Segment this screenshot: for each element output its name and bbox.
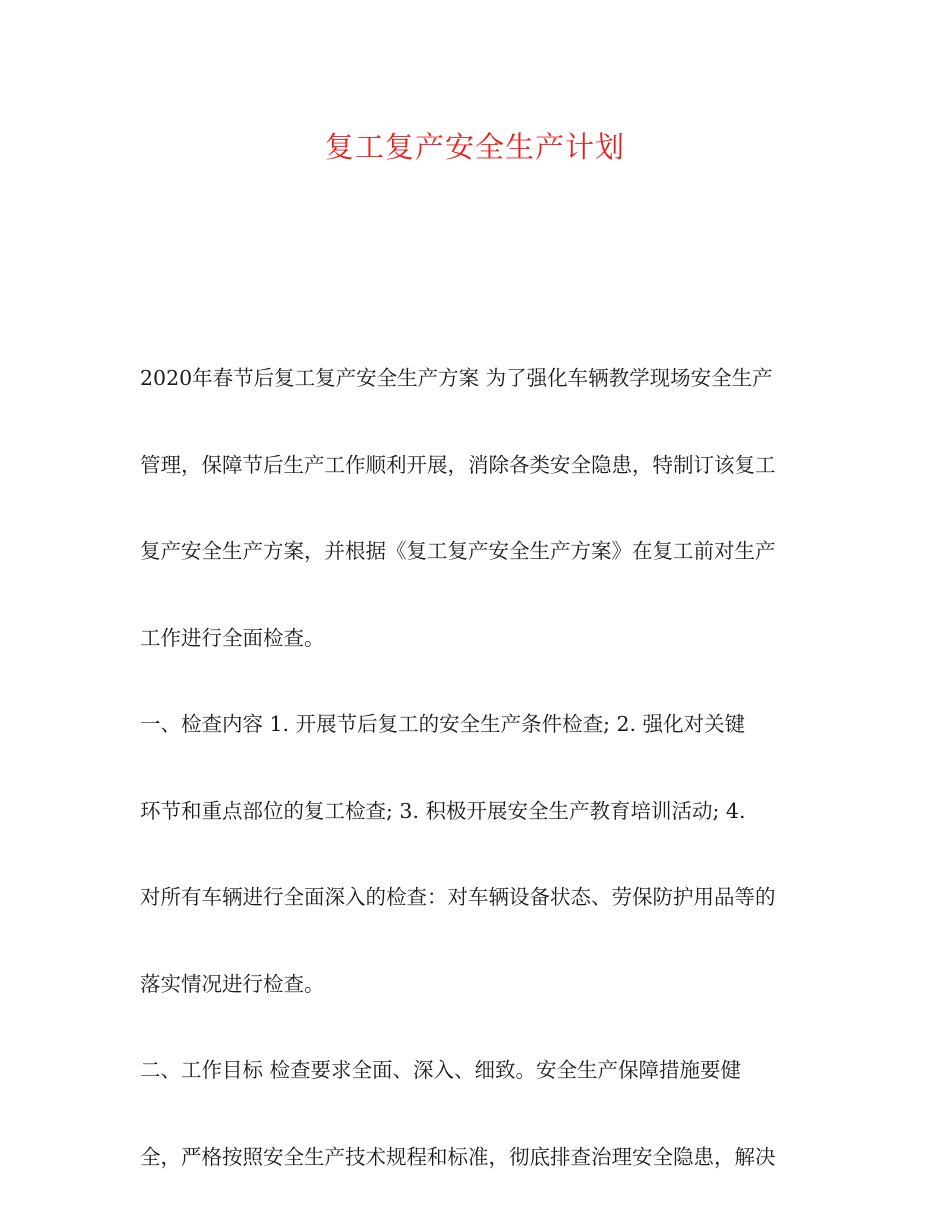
body-line: 落实情况进行检查。	[140, 971, 325, 996]
body-line: 全，严格按照安全生产技术规程和标准，彻底排查治理安全隐患，解决	[140, 1144, 776, 1169]
body-line: 环节和重点部位的复工检查; 3. 积极开展安全生产教育培训活动; 4.	[140, 798, 746, 823]
body-line: 复产安全生产方案，并根据《复工复产安全生产方案》在复工前对生产	[140, 539, 776, 563]
body-line: 管理，保障节后生产工作顺利开展，消除各类安全隐患，特制订该复工	[140, 452, 776, 477]
body-line: 一、检查内容 1. 开展节后复工的安全生产条件检查; 2. 强化对关键	[140, 712, 746, 736]
body-line: 2020年春节后复工复产安全生产方案 为了强化车辆教学现场安全生产	[140, 366, 773, 390]
body-line: 工作进行全面检查。	[140, 625, 325, 650]
document-title: 复工复产安全生产计划	[324, 130, 625, 164]
document-body	[140, 362, 820, 1227]
body-line: 二、工作目标 检查要求全面、深入、细致。安全生产保障措施要健	[140, 1058, 742, 1082]
body-line: 对所有车辆进行全面深入的检查：对车辆设备状态、劳保防护用品等的	[140, 885, 776, 909]
